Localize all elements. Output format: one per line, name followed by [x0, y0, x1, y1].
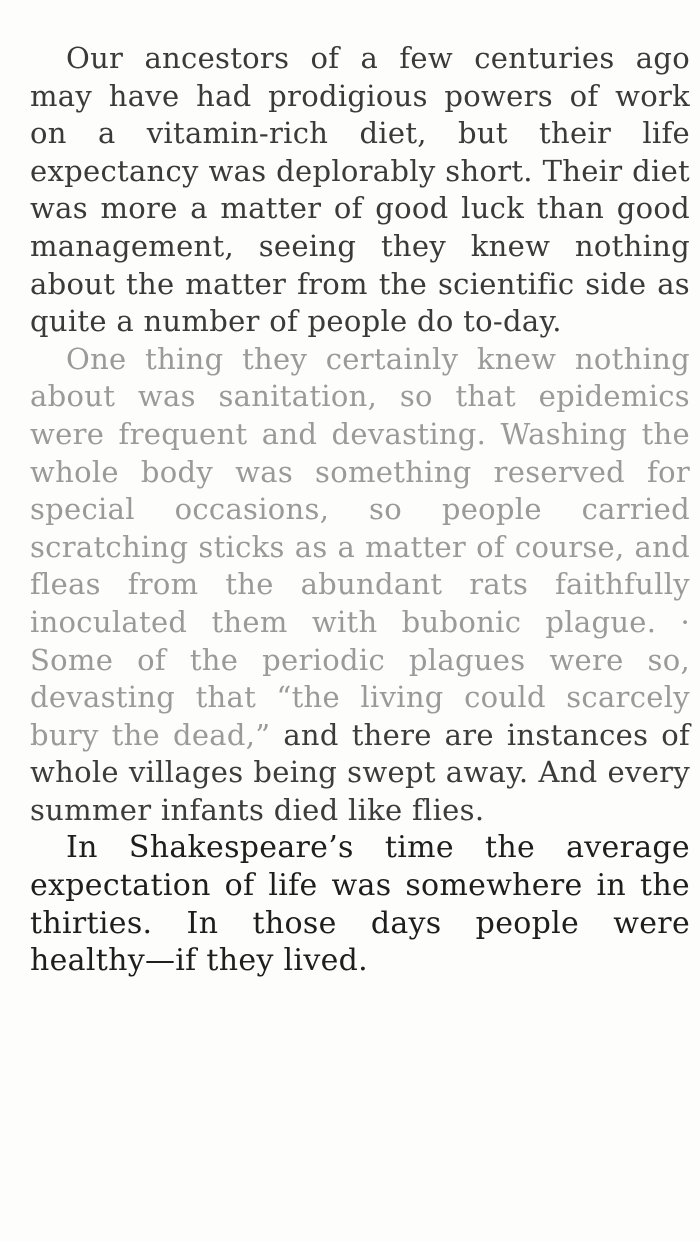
paragraph-sanitation-dark-text: and there are instances of whole villages being swept away. And every summer infants died like flies.	[30, 717, 690, 827]
paragraph-sanitation	[30, 341, 690, 830]
paragraph-shakespeare: In Shakespeare’s time the average expectation of life was somewhere in the thirties. In those days people were healthy—if they lived.	[30, 830, 690, 979]
article-column	[30, 40, 690, 980]
paragraph-ancestors: Our ancestors of a few centuries ago may have had prodigious powers of work on a vitamin-rich diet, but their life expectancy was deplorably short. Their diet was more a matter of good luck than good management, seeing they knew nothing about the matter from the scientific side as quite a number of people do to-day.	[30, 41, 690, 339]
paragraph-sanitation-faded-text: One thing they certainly knew nothing about was sanitation, so that epidemics were frequent and devasting. Washing the whole body was something reserved for special occasions, so people carried scratching sticks as a matter of course, and fleas from the abundant rats faithfully inoculated them with bubonic plague. · Some of the periodic plagues were so, devasting that “the living could scarcely bury the dead,”	[30, 341, 690, 752]
